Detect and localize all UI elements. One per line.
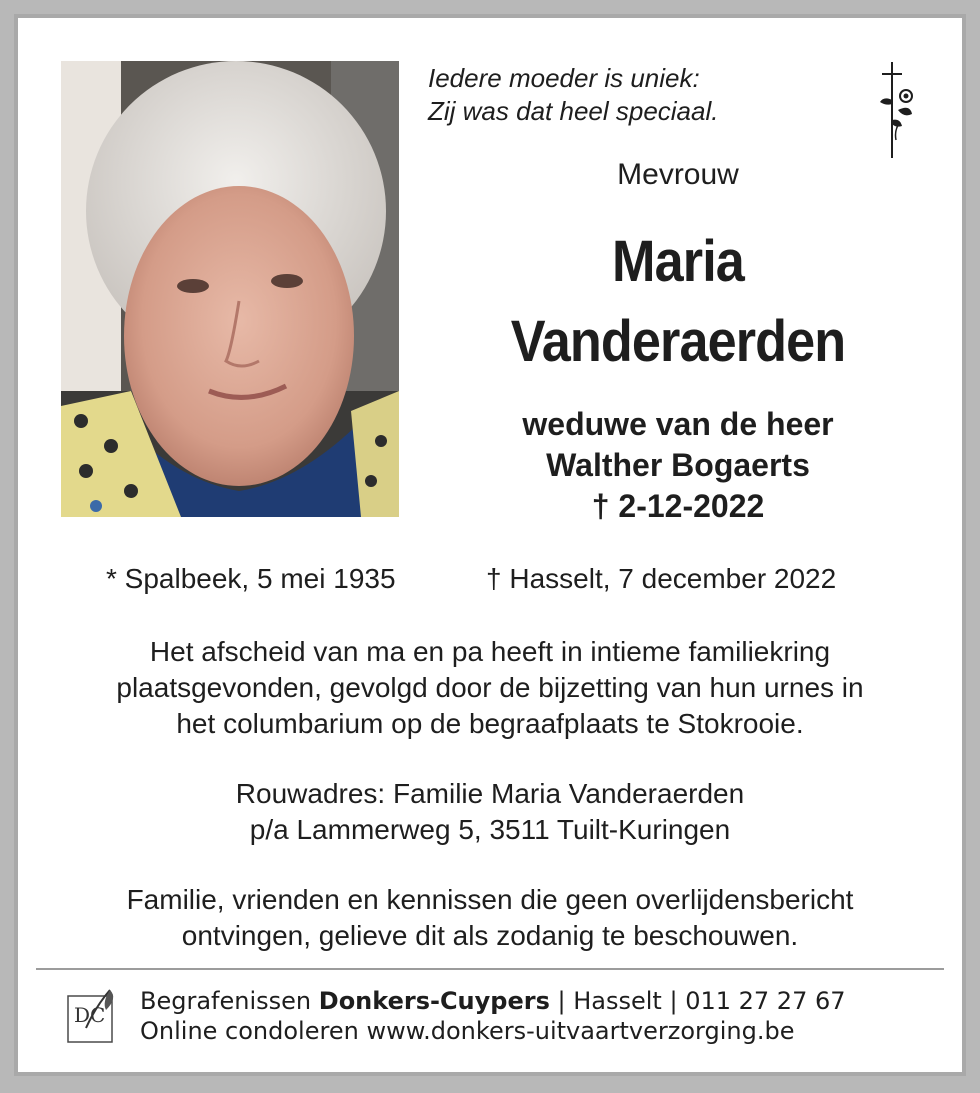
portrait-photo	[61, 61, 399, 517]
funeral-home-footer	[140, 986, 846, 1046]
donkers-cuypers-logo-icon	[66, 988, 120, 1046]
spouse-name: Walther Bogaerts	[546, 447, 810, 483]
last-name: Vanderaerden	[510, 309, 846, 374]
online-condolence-line	[140, 1016, 846, 1046]
farewell-line-2: plaatsgevonden, gevolgd door de bijzetting van hun urnes in	[116, 672, 864, 703]
funeral-home-line	[140, 986, 846, 1016]
notice-paragraph	[18, 882, 962, 954]
funeral-home-name: Donkers-Cuypers	[318, 987, 550, 1015]
address-line-1: Rouwadres: Familie Maria Vanderaerden	[235, 778, 745, 809]
spouse-death-date: † 2-12-2022	[591, 488, 765, 524]
address-line-2: p/a Lammerweg 5, 3511 Tuilt-Kuringen	[249, 814, 731, 845]
poem-line-2: Zij was dat heel speciaal.	[428, 96, 719, 126]
death-date: † Hasselt, 7 december 2022	[486, 563, 837, 594]
farewell-paragraph	[18, 634, 962, 742]
website-link[interactable]: www.donkers-uitvaartverzorging.be	[366, 1017, 795, 1045]
mourning-address	[18, 776, 962, 848]
birth-date: * Spalbeek, 5 mei 1935	[106, 563, 396, 594]
online-condolence-label: Online condoleren	[140, 1017, 359, 1045]
honorific: Mevrouw	[617, 158, 739, 191]
logo-text: DC	[74, 1003, 106, 1027]
spouse-intro: weduwe van de heer	[522, 406, 834, 442]
funeral-home-city: | Hasselt |	[557, 987, 678, 1015]
spouse-block	[428, 404, 928, 527]
poem	[428, 62, 848, 128]
farewell-line-3: het columbarium op de begraafplaats te Stokrooie.	[176, 708, 804, 739]
funeral-home-phone: 011 27 27 67	[685, 987, 846, 1015]
poem-line-1: Iedere moeder is uniek:	[428, 63, 700, 93]
funeral-home-prefix: Begrafenissen	[140, 987, 312, 1015]
footer-divider	[36, 968, 944, 970]
cross-with-rose-icon	[876, 60, 920, 160]
notice-line-1: Familie, vrienden en kennissen die geen overlijdensbericht	[126, 884, 854, 915]
farewell-line-1: Het afscheid van ma en pa heeft in intieme familiekring	[149, 636, 831, 667]
first-name: Maria	[612, 229, 744, 294]
notice-line-2: ontvingen, gelieve dit als zodanig te beschouwen.	[181, 920, 799, 951]
obituary-card	[14, 14, 966, 1076]
